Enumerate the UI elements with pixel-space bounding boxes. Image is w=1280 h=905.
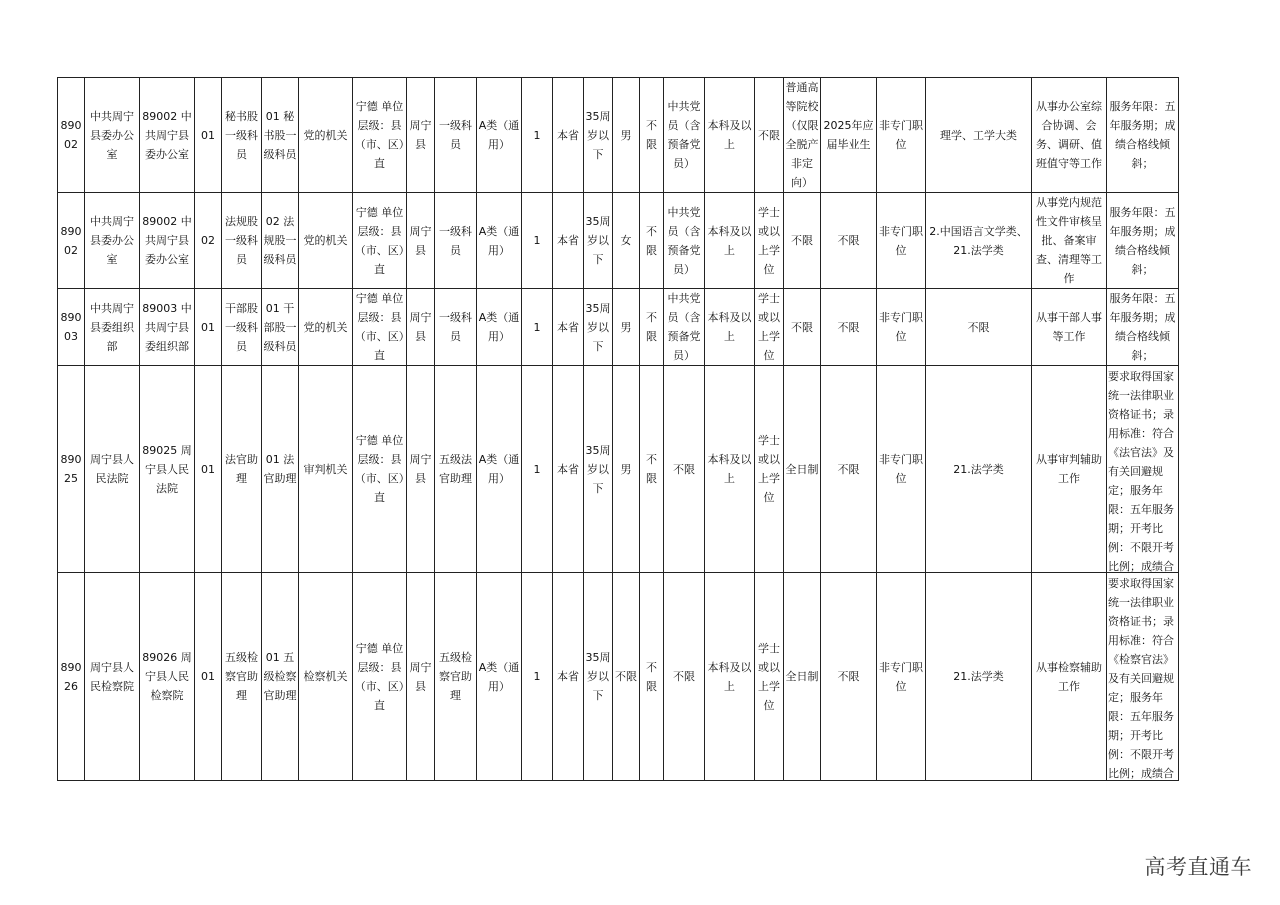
cell-remarks: 服务年限：五年服务期；成绩合格线倾斜； — [1107, 78, 1179, 193]
cell-post-name: 法官助理 — [222, 366, 262, 573]
cell-post-name: 秘书股一级科员 — [222, 78, 262, 193]
table-row — [58, 78, 1179, 193]
cell-duty: 从事办公室综合协调、会务、调研、值班值守等工作 — [1032, 78, 1107, 193]
cell-rank: 五级法官助理 — [435, 366, 477, 573]
cell-post-number: 01 — [195, 573, 222, 781]
cell-gender: 男 — [613, 78, 640, 193]
cell-post-code: 01 法官助理 — [262, 366, 299, 573]
cell-unit-level: 宁德 单位层级：县（市、区）直 — [353, 289, 407, 366]
cell-graduate-type: 不限 — [821, 366, 877, 573]
cell-school-form: 普通高等院校（仅限全脱产非定向） — [784, 78, 821, 193]
cell-remarks — [1107, 366, 1179, 573]
cell-major: 2.中国语言文学类、21.法学类 — [926, 193, 1032, 289]
table-row — [58, 366, 1179, 573]
cell-education: 本科及以上 — [705, 573, 755, 781]
cell-gender: 男 — [613, 366, 640, 573]
cell-unit-level: 宁德 单位层级：县（市、区）直 — [353, 193, 407, 289]
cell-political-status: 不限 — [664, 573, 705, 781]
cell-remarks-text: 要求取得国家统一法律职业资格证书；录用标准：符合《法官法》及有关回避规定；服务年限：五年服务期；开考比例：不限开考比例；成绩合 — [1108, 369, 1174, 572]
cell-remarks-text: 要求取得国家统一法律职业资格证书；录用标准：符合《检察官法》及有关回避规定；服务年限：五年服务期；开考比例：不限开考比例；成绩合 — [1108, 576, 1174, 780]
cell-exam-type: A类（通用） — [477, 573, 522, 781]
cell-origin: 本省 — [553, 193, 584, 289]
cell-ethnic: 不限 — [640, 573, 664, 781]
table-row — [58, 289, 1179, 366]
cell-age-limit: 35周岁以下 — [584, 193, 613, 289]
cell-department: 89025 周宁县人民法院 — [140, 366, 195, 573]
cell-department: 89026 周宁县人民检察院 — [140, 573, 195, 781]
cell-major: 不限 — [926, 289, 1032, 366]
cell-graduate-type: 不限 — [821, 193, 877, 289]
cell-department: 89003 中共周宁县委组织部 — [140, 289, 195, 366]
table-row — [58, 193, 1179, 289]
cell-specialty-post: 非专门职位 — [877, 573, 926, 781]
cell-age-limit: 35周岁以下 — [584, 78, 613, 193]
cell-quota: 1 — [522, 78, 553, 193]
cell-quota: 1 — [522, 366, 553, 573]
cell-origin: 本省 — [553, 573, 584, 781]
cell-post-number: 01 — [195, 366, 222, 573]
cell-exam-type: A类（通用） — [477, 193, 522, 289]
cell-specialty-post: 非专门职位 — [877, 193, 926, 289]
cell-degree: 学士或以上学位 — [755, 289, 784, 366]
cell-gender: 男 — [613, 289, 640, 366]
cell-major: 21.法学类 — [926, 366, 1032, 573]
cell-ethnic: 不限 — [640, 78, 664, 193]
cell-position-code: 89026 — [58, 573, 85, 781]
cell-school-form: 不限 — [784, 289, 821, 366]
cell-duty: 从事干部人事等工作 — [1032, 289, 1107, 366]
cell-major: 21.法学类 — [926, 573, 1032, 781]
cell-gender: 女 — [613, 193, 640, 289]
cell-age-limit: 35周岁以下 — [584, 366, 613, 573]
cell-post-number: 01 — [195, 289, 222, 366]
cell-duty: 从事党内规范性文件审核呈批、备案审查、清理等工作 — [1032, 193, 1107, 289]
cell-unit-category: 党的机关 — [299, 193, 353, 289]
cell-unit-name: 周宁县人民检察院 — [85, 573, 140, 781]
cell-school-form: 不限 — [784, 193, 821, 289]
cell-unit-name: 周宁县人民法院 — [85, 366, 140, 573]
cell-exam-type: A类（通用） — [477, 78, 522, 193]
cell-remarks: 服务年限：五年服务期；成绩合格线倾斜； — [1107, 193, 1179, 289]
cell-region: 周宁县 — [407, 289, 435, 366]
cell-exam-type: A类（通用） — [477, 289, 522, 366]
cell-ethnic: 不限 — [640, 193, 664, 289]
cell-unit-category: 审判机关 — [299, 366, 353, 573]
cell-post-name: 法规股一级科员 — [222, 193, 262, 289]
cell-education: 本科及以上 — [705, 366, 755, 573]
cell-region: 周宁县 — [407, 78, 435, 193]
cell-political-status: 中共党员（含预备党员） — [664, 78, 705, 193]
cell-unit-name: 中共周宁县委办公室 — [85, 193, 140, 289]
cell-post-code: 01 干部股一级科员 — [262, 289, 299, 366]
cell-unit-category: 党的机关 — [299, 289, 353, 366]
cell-rank: 一级科员 — [435, 78, 477, 193]
cell-rank: 五级检察官助理 — [435, 573, 477, 781]
cell-school-form: 全日制 — [784, 366, 821, 573]
cell-quota: 1 — [522, 289, 553, 366]
cell-graduate-type: 不限 — [821, 289, 877, 366]
cell-position-code: 89003 — [58, 289, 85, 366]
cell-remarks — [1107, 573, 1179, 781]
cell-degree: 不限 — [755, 78, 784, 193]
table-row — [58, 573, 1179, 781]
cell-graduate-type: 不限 — [821, 573, 877, 781]
cell-age-limit: 35周岁以下 — [584, 289, 613, 366]
cell-origin: 本省 — [553, 78, 584, 193]
cell-ethnic: 不限 — [640, 289, 664, 366]
cell-post-name: 干部股一级科员 — [222, 289, 262, 366]
cell-unit-level: 宁德 单位层级：县（市、区）直 — [353, 366, 407, 573]
cell-region: 周宁县 — [407, 366, 435, 573]
cell-unit-category: 检察机关 — [299, 573, 353, 781]
cell-degree: 学士或以上学位 — [755, 193, 784, 289]
cell-origin: 本省 — [553, 366, 584, 573]
cell-education: 本科及以上 — [705, 78, 755, 193]
cell-age-limit: 35周岁以下 — [584, 573, 613, 781]
cell-region: 周宁县 — [407, 573, 435, 781]
cell-exam-type: A类（通用） — [477, 366, 522, 573]
cell-degree: 学士或以上学位 — [755, 366, 784, 573]
cell-education: 本科及以上 — [705, 289, 755, 366]
cell-unit-category: 党的机关 — [299, 78, 353, 193]
cell-post-number: 01 — [195, 78, 222, 193]
cell-school-form: 全日制 — [784, 573, 821, 781]
cell-political-status: 中共党员（含预备党员） — [664, 289, 705, 366]
cell-post-code: 02 法规股一级科员 — [262, 193, 299, 289]
cell-duty: 从事检察辅助工作 — [1032, 573, 1107, 781]
cell-major: 理学、工学大类 — [926, 78, 1032, 193]
cell-rank: 一级科员 — [435, 289, 477, 366]
cell-position-code: 89002 — [58, 78, 85, 193]
cell-post-name: 五级检察官助理 — [222, 573, 262, 781]
cell-rank: 一级科员 — [435, 193, 477, 289]
cell-post-code: 01 秘书股一级科员 — [262, 78, 299, 193]
cell-specialty-post: 非专门职位 — [877, 289, 926, 366]
cell-gender: 不限 — [613, 573, 640, 781]
cell-origin: 本省 — [553, 289, 584, 366]
cell-unit-level: 宁德 单位层级：县（市、区）直 — [353, 78, 407, 193]
recruitment-table — [57, 77, 1179, 781]
cell-degree: 学士或以上学位 — [755, 573, 784, 781]
cell-unit-name: 中共周宁县委组织部 — [85, 289, 140, 366]
cell-department: 89002 中共周宁县委办公室 — [140, 193, 195, 289]
cell-graduate-type: 2025年应届毕业生 — [821, 78, 877, 193]
cell-specialty-post: 非专门职位 — [877, 78, 926, 193]
cell-unit-name: 中共周宁县委办公室 — [85, 78, 140, 193]
watermark: 高考直通车 — [1144, 855, 1252, 879]
cell-remarks: 服务年限：五年服务期；成绩合格线倾斜； — [1107, 289, 1179, 366]
cell-position-code: 89025 — [58, 366, 85, 573]
cell-quota: 1 — [522, 573, 553, 781]
cell-quota: 1 — [522, 193, 553, 289]
cell-ethnic: 不限 — [640, 366, 664, 573]
cell-specialty-post: 非专门职位 — [877, 366, 926, 573]
cell-region: 周宁县 — [407, 193, 435, 289]
cell-post-number: 02 — [195, 193, 222, 289]
cell-education: 本科及以上 — [705, 193, 755, 289]
cell-unit-level: 宁德 单位层级：县（市、区）直 — [353, 573, 407, 781]
cell-political-status: 不限 — [664, 366, 705, 573]
cell-position-code: 89002 — [58, 193, 85, 289]
cell-post-code: 01 五级检察官助理 — [262, 573, 299, 781]
cell-duty: 从事审判辅助工作 — [1032, 366, 1107, 573]
cell-political-status: 中共党员（含预备党员） — [664, 193, 705, 289]
cell-department: 89002 中共周宁县委办公室 — [140, 78, 195, 193]
